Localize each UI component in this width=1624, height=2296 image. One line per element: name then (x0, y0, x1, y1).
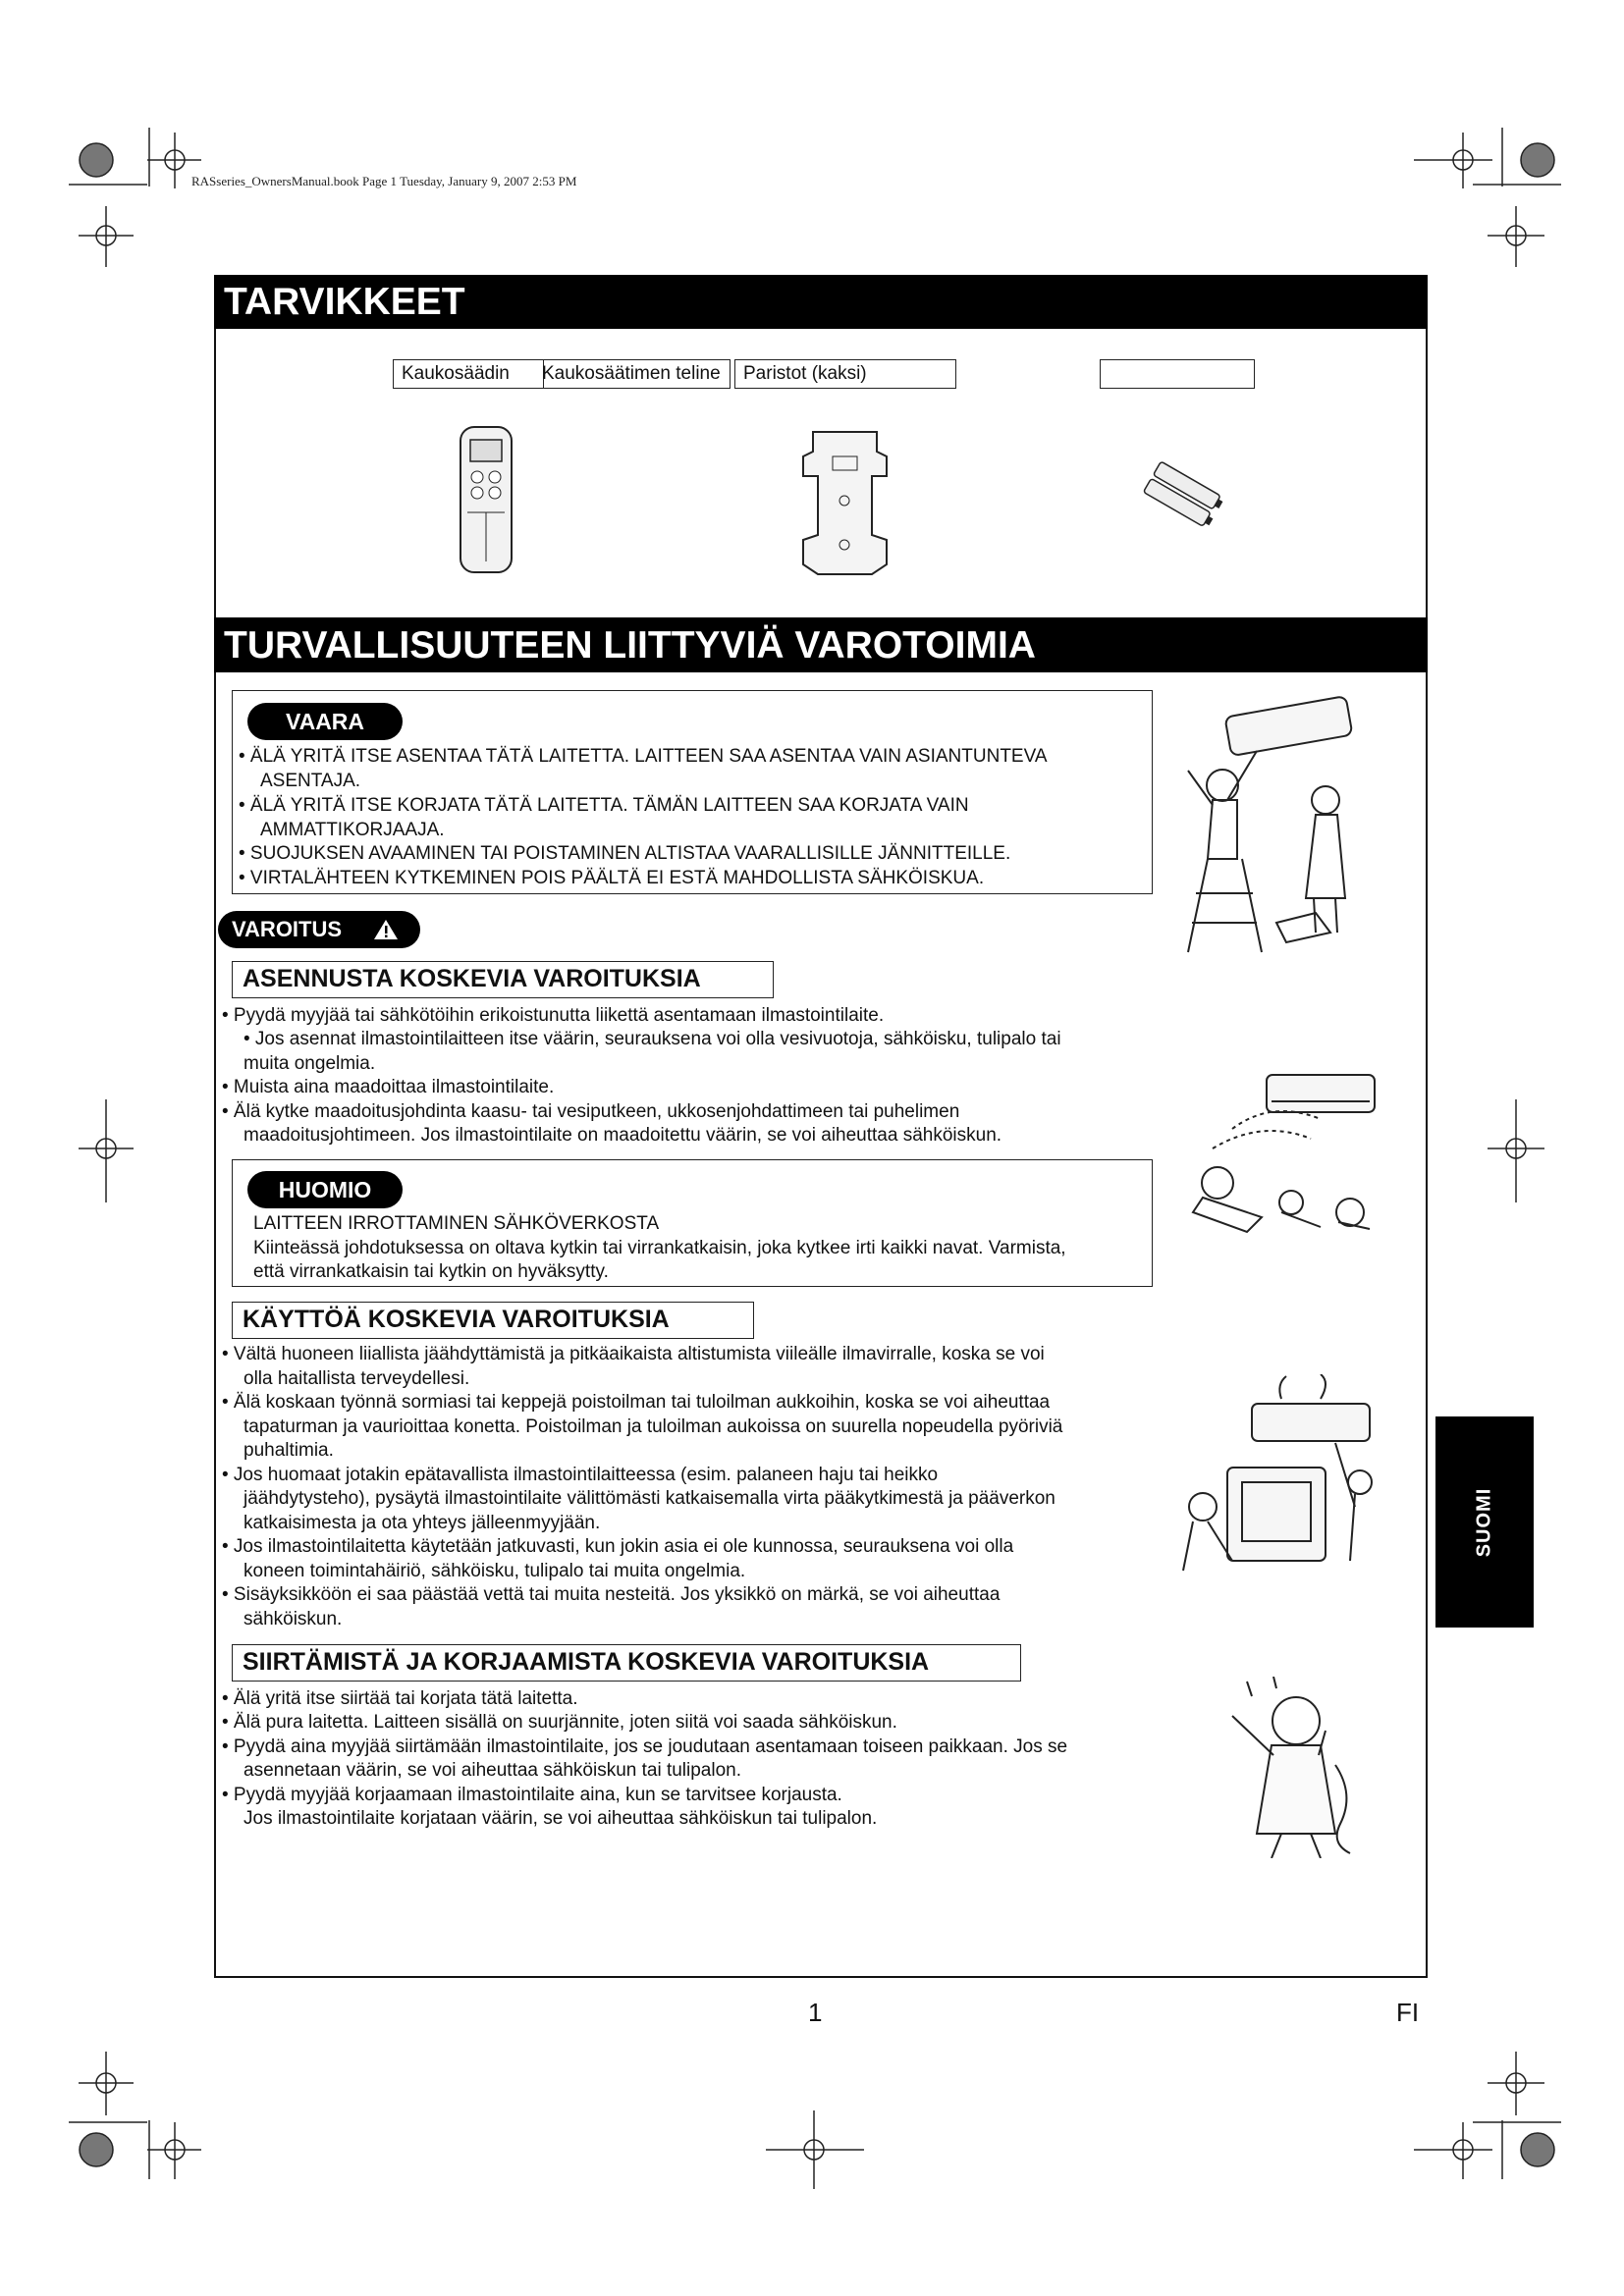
danger-line-2: ASENTAJA. (260, 771, 361, 791)
illustration-person-phone (1203, 1677, 1370, 1858)
illustration-smoking-unit (1173, 1374, 1384, 1590)
installation-line-1: • Pyydä myyjää tai sähkötöihin erikoistunutta liikettä asentamaan ilmastointilaite. (222, 1005, 885, 1026)
usage-line-8: katkaisimesta ja ota yhteys jälleenmyyjään. (244, 1513, 601, 1533)
danger-line-1: • ÄLÄ YRITÄ ITSE ASENTAA TÄTÄ LAITETTA. LAITTEEN SAA ASENTAA VAIN ASIANTUNTEVA (239, 746, 1048, 767)
usage-line-5: puhaltimia. (244, 1440, 334, 1461)
warning-badge (218, 911, 420, 948)
danger-line-5: • SUOJUKSEN AVAAMINEN TAI POISTAMINEN ALTISTAA VAARALLISILLE JÄNNITTEILLE. (239, 843, 1011, 864)
caution-badge: HUOMIO (247, 1171, 403, 1208)
usage-line-11: • Sisäyksikköön ei saa päästää vettä tai muita nesteitä. Jos yksikkö on märkä, se voi aiheuttaa (222, 1584, 1001, 1605)
installation-heading: ASENNUSTA KOSKEVIA VAROITUKSIA (232, 961, 774, 998)
relocation-line-4: asennetaan väärin, se voi aiheuttaa sähköiskun tai tulipalon. (244, 1760, 742, 1781)
language-side-tab-label: SUOMI (1473, 1487, 1495, 1557)
usage-line-10: koneen toimintahäiriö, sähköisku, tulipalo tai muita ongelmia. (244, 1561, 746, 1581)
caution-line-2: Kiinteässä johdotuksessa on oltava kytkin tai virrankatkaisin, joka kytkee irti kaikki navat. Varmista, (253, 1238, 1066, 1258)
relocation-heading: SIIRTÄMISTÄ JA KORJAAMISTA KOSKEVIA VAROITUKSIA (232, 1644, 1021, 1682)
usage-line-3: • Älä koskaan työnnä sormiasi tai keppejä poistoilman tai tuloilman aukkoihin, koska se voi aiheuttaa (222, 1392, 1051, 1413)
installation-line-5: • Älä kytke maadoitusjohdinta kaasu- tai vesiputkeen, ukkosenjohdattimeen tai puhelimen (222, 1101, 960, 1122)
installation-line-2: • Jos asennat ilmastointilaitteen itse väärin, seurauksena voi olla vesivuotoja, sähköisku, tulipalo tai (244, 1029, 1061, 1049)
usage-line-7: jäähdytysteho), pysäytä ilmastointilaite välittömästi katkaisemalla virta pääkytkimestä ja pääverkon (244, 1488, 1056, 1509)
relocation-line-3: • Pyydä aina myyjää siirtämään ilmastointilaite, jos se joudutaan asentamaan toiseen paikkaan. Jos se (222, 1736, 1068, 1757)
usage-line-9: • Jos ilmastointilaitetta käytetään jatkuvasti, kun jokin asia ei ole kunnossa, seurauksena voi olla (222, 1536, 1014, 1557)
accessory-label-holder: Kaukosäätimen teline (534, 359, 731, 389)
usage-line-4: tapaturman ja vaurioittaa konetta. Poistoilman ja tuloilman aukoissa on suurella nopeudella pyöriviä (244, 1416, 1063, 1437)
relocation-line-2: • Älä pura laitetta. Laitteen sisällä on suurjännite, joten siitä voi saada sähköiskun. (222, 1712, 897, 1733)
caution-line-1: LAITTEEN IRROTTAMINEN SÄHKÖVERKOSTA (253, 1213, 660, 1234)
illustration-children-cold-air (1173, 1060, 1384, 1242)
usage-line-2: olla haitallista terveydellesi. (244, 1368, 470, 1389)
usage-line-6: • Jos huomaat jotakin epätavallista ilmastointilaitteessa (esim. palaneen haju tai heikko (222, 1465, 939, 1485)
remote-control-image (458, 424, 516, 576)
language-code: FI (1396, 1998, 1420, 2027)
installation-line-3: muita ongelmia. (244, 1053, 376, 1074)
accessory-label-batteries: Paristot (kaksi) (734, 359, 956, 389)
accessory-label-remote: Kaukosäädin (393, 359, 544, 389)
danger-line-4: AMMATTIKORJAAJA. (260, 820, 445, 840)
installation-line-6: maadoitusjohtimeen. Jos ilmastointilaite on maadoitettu väärin, se voi aiheuttaa sähköiskun. (244, 1125, 1002, 1146)
usage-line-12: sähköiskun. (244, 1609, 343, 1629)
usage-heading: KÄYTTÖÄ KOSKEVIA VAROITUKSIA (232, 1302, 754, 1339)
page-number: 1 (808, 1998, 823, 2027)
accessory-label-empty (1100, 359, 1255, 389)
relocation-line-1: • Älä yritä itse siirtää tai korjata tätä laitetta. (222, 1688, 578, 1709)
batteries-image (1139, 459, 1227, 533)
warning-triangle-icon (373, 919, 399, 940)
danger-badge: VAARA (247, 703, 403, 740)
danger-line-6: • VIRTALÄHTEEN KYTKEMINEN POIS PÄÄLTÄ EI ESTÄ MAHDOLLISTA SÄHKÖISKUA. (239, 868, 985, 888)
caution-line-3: että virrankatkaisin tai kytkin on hyväksytty. (253, 1261, 609, 1282)
accessories-title: TARVIKKEET (214, 275, 1428, 329)
relocation-line-5: • Pyydä myyjää korjaamaan ilmastointilaite aina, kun se tarvitsee korjausta. (222, 1785, 842, 1805)
usage-line-1: • Vältä huoneen liiallista jäähdyttämistä ja pitkäaikaista altistumista viileälle ilmavirralle, koska se voi (222, 1344, 1045, 1364)
print-header: RASseries_OwnersManual.book Page 1 Tuesday, January 9, 2007 2:53 PM (191, 174, 577, 188)
safety-title: TURVALLISUUTEEN LIITTYVIÄ VAROTOIMIA (214, 617, 1428, 672)
installation-line-4: • Muista aina maadoittaa ilmastointilaite. (222, 1077, 555, 1097)
warning-badge-label: VAROITUS (232, 917, 343, 941)
remote-holder-image (793, 417, 896, 579)
illustration-ladder-installer (1168, 692, 1365, 957)
danger-line-3: • ÄLÄ YRITÄ ITSE KORJATA TÄTÄ LAITETTA. TÄMÄN LAITTEEN SAA KORJATA VAIN (239, 795, 969, 816)
relocation-line-6: Jos ilmastointilaite korjataan väärin, se voi aiheuttaa sähköiskun tai tulipalon. (244, 1808, 878, 1829)
language-side-tab (1435, 1416, 1534, 1628)
